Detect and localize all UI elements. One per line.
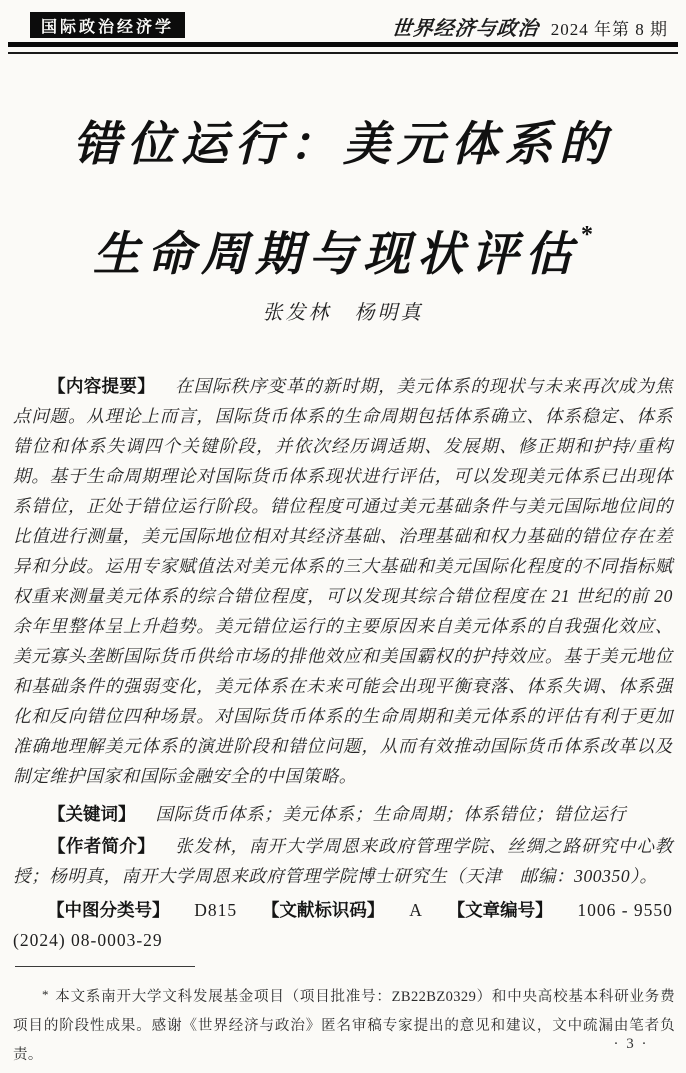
abstract-text: 在国际秩序变革的新时期，美元体系的现状与未来再次成为焦点问题。从理论上而言，国际货币体系的生命周期包括体系确立、体系稳定、体系错位和体系失调四个关键阶段，并依次经历调适期、发展期、修正期和护持/重构期。基于生命周期理论对国际货币体系现状进行评估，可以发现美元体系已出现体系错位，正处于错位运行阶段。错位程度可通过美元基础条件与美元国际地位间的比值进行测量，美元国际地位相对其经济基础、治理基础和权力基础的错位存在差异和分歧。运用专家赋值法对美元体系的三大基础和美元国际化程度的不同指标赋权重来测量美元体系的综合错位程度，可以发现其综合错位程度在 21 世纪的前 20 余年里整体呈上升趋势。美元错位运行的主要原因来自美元体系的自我强化效应、美元寡头垄断国际货币供给市场的排他效应和美国霸权的护持效应。基于美元地位和基础条件的强弱变化，美元体系在未来可能会出现平衡衰落、体系失调、体系强化和反向错位四种场景。对国际货币体系的生命周期和美元体系的评估有利于更加准确地理解美元体系的演进阶段和错位问题，从而有效推动国际货币体系改革以及制定维护国家和国际金融安全的中国策略。 [13, 376, 674, 786]
column-badge-label: 国际政治经济学 [40, 18, 174, 36]
classification-line [13, 895, 673, 925]
keywords-label: 【关键词】 [48, 804, 136, 824]
header-rule-thick [8, 42, 678, 47]
keywords-text: 国际货币体系；美元体系；生命周期；体系错位；错位运行 [155, 804, 627, 824]
footnote-marker: * [42, 987, 49, 1002]
page-number: · 3 · [613, 1036, 649, 1052]
author-bio-label: 【作者简介】 [48, 836, 156, 856]
article-title [0, 100, 686, 300]
author-bio [13, 831, 673, 891]
header-rule-thin [8, 52, 678, 54]
article-title-line2-text: 生命周期与现状评估 [93, 229, 579, 281]
title-footnote-marker: * [581, 222, 593, 248]
doc-code-value: A [409, 900, 423, 920]
author-names: 张发林 杨明真 [262, 302, 424, 324]
author-bio-text: 张发林，南开大学周恩来政府管理学院、丝绸之路研究中心教授；杨明真，南开大学周恩来政府管理学院博士研究生（天津 邮编：300350）。 [13, 836, 674, 886]
journal-issue: 2024 年第 8 期 [550, 20, 668, 39]
footnote-divider [15, 966, 195, 967]
article-id-value: 1006 - 9550 [577, 900, 673, 920]
clc-value: D815 [194, 900, 238, 920]
abstract-paragraph [13, 371, 673, 791]
journal-header [392, 12, 668, 41]
article-id-label: 【文章编号】 [447, 900, 553, 920]
footnote [13, 980, 675, 1070]
footnote-text: 本文系南开大学文科发展基金项目（项目批准号：ZB22BZ0329）和中央高校基本科研业务费项目的阶段性成果。感谢《世界经济与政治》匿名审稿专家提出的意见和建议，文中疏漏由笔者负责。 [13, 989, 675, 1063]
front-matter [13, 371, 673, 956]
article-id-continuation: (2024) 08-0003-29 [13, 930, 163, 950]
doc-code-label: 【文献标识码】 [261, 900, 385, 920]
column-badge [30, 12, 185, 38]
article-title-line2 [0, 190, 686, 300]
abstract-label: 【内容提要】 [48, 376, 156, 396]
article-title-line1: 错位运行：美元体系的 [73, 119, 613, 171]
clc-label: 【中图分类号】 [47, 900, 170, 920]
keywords-line [13, 799, 673, 829]
journal-name: 世界经济与政治 [390, 18, 540, 40]
